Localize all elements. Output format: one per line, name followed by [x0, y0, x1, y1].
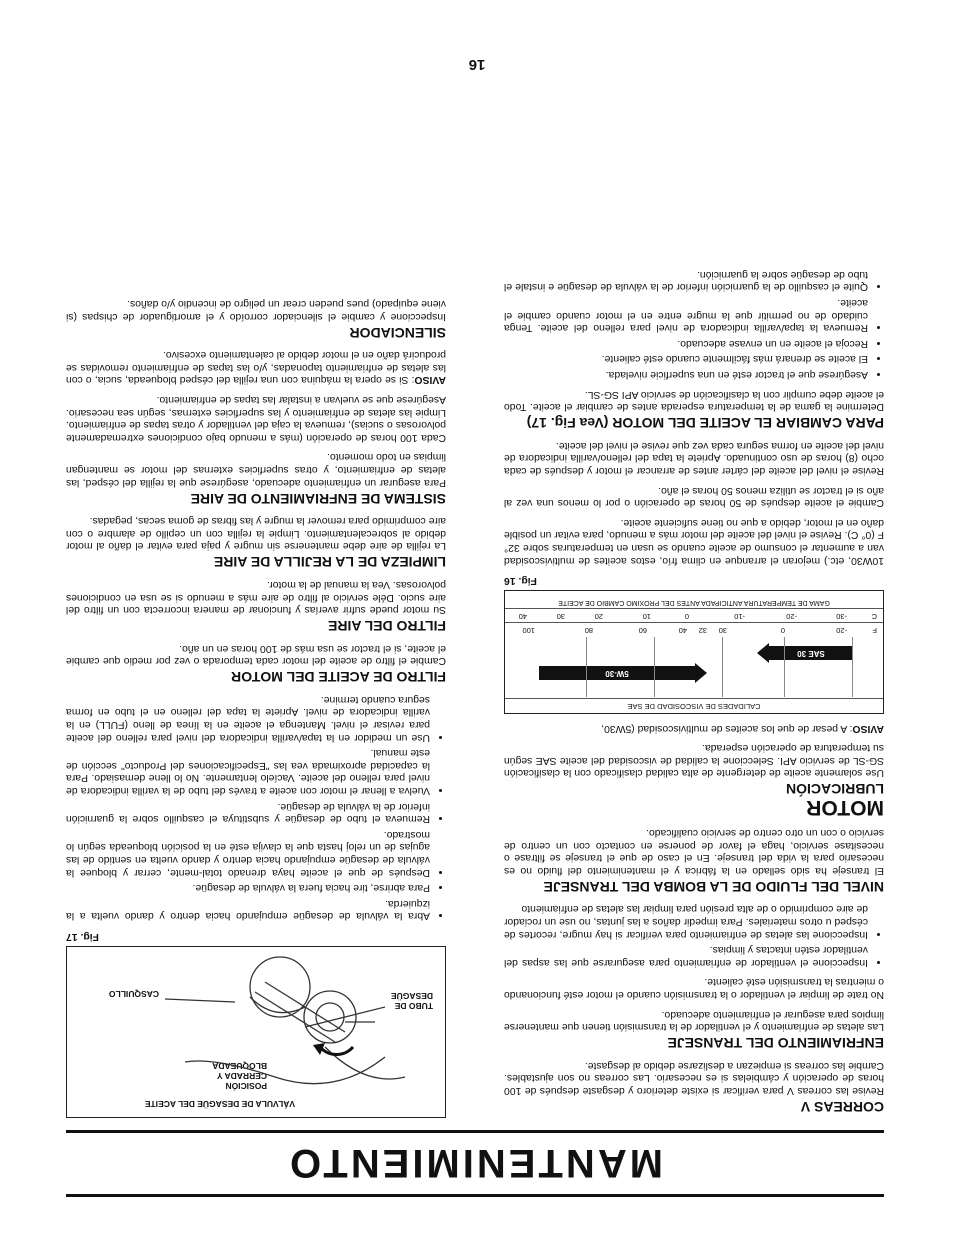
- label-closed-locked: POSICIÓN CERRADA Y BLOQUEADA: [212, 1061, 267, 1091]
- heading-filtro-aire: FILTRO DEL AIRE: [328, 618, 446, 635]
- heading-sistema: SISTEMA DE ENFRIAMIENTO DE AIRE: [190, 490, 446, 507]
- list-item: • Para abrirse, tire hacia fuera la válvula de desagüe.: [66, 881, 430, 894]
- list-item: • Vuelva a llenar el motor con aceite a través del tubo de la varilla indicadora de nivel para relleno del aceite. Vacíelo lentamente. No lo llene demasiado. Para la capacidad aproximada vea las "Especificaciones del Producto" sección de este manual.: [66, 746, 430, 796]
- tick-c: 0: [684, 612, 689, 622]
- fig16-caption: Fig. 16: [504, 575, 537, 587]
- aviso-paragraph: [504, 721, 884, 734]
- title-rule: [66, 1130, 884, 1133]
- tick-c: 30: [556, 612, 565, 622]
- tick-f: 30: [718, 626, 727, 636]
- nivel-text: El transeje ha sido sellado en la fábrica y el mantenimiento del fluido no es necesario para la vida del transeje. En el caso de que el transeje se filtrase o necesitase servicio, haga el favor de ponerse en contacto con un centro de servicio o con un otro centro de servicio cualificado.: [504, 827, 884, 876]
- left-column: [504, 260, 884, 1122]
- leader-line: [305, 1007, 385, 1027]
- celsius-ticks: [505, 608, 883, 621]
- heading-filtro-aceite: FILTRO DE ACEITE DEL MOTOR: [231, 669, 446, 686]
- label-drain-tube: TUBO DE DESAGÜE: [390, 991, 433, 1011]
- list-item: • Remueva la tapa/varilla indicadora de nivel para relleno del aceite. Tenga cuidado de no permitir que la mugre entre en el motor cuando cambie el aceite.: [504, 295, 868, 333]
- tick-f: 32: [698, 626, 707, 636]
- enfriamiento-text-1: Las aletas de enfriamiento y el ventilador de la transmisión tienen que mantenerse limpios para asegurar el enfriamiento adecuado.: [504, 1008, 884, 1033]
- tick-f: 60: [638, 626, 647, 636]
- heading-rejilla: LIMPIEZA DE LA REJILLA DE AIRE: [213, 554, 446, 571]
- viscosity-chart: [504, 590, 884, 714]
- list-item: • Recoja el aceite en un envase adecuado.: [504, 336, 868, 349]
- grid-line: [852, 637, 853, 697]
- list-item: • Use un medidor en la tapa/varilla indicadora del nivel para relleno del aceite para revisar el nivel. Mantenga el aceite en la línea de lleno (FULL) en la varilla indicadora de nivel. Apriete la tapa del relleno en el tubo en forma segura cuando termine.: [66, 692, 430, 742]
- top-rule: [66, 1194, 884, 1197]
- valve-body: [304, 991, 356, 1043]
- list-item: • Inspeccione el ventilador de enfriamiento para asegurarse que las aspas del ventilador estén intactas y limpias.: [504, 943, 868, 968]
- sistema-aviso: [66, 348, 446, 386]
- tick-c: -10: [734, 612, 745, 622]
- casquillo-shape: [250, 997, 305, 1013]
- bar-5w30: 5W-30: [539, 666, 695, 680]
- filtro-aceite-text: Cambie el filtro de aceite del motor cada temporada o vez por medio que cambie el aceite, si el tractor se usa más de 100 horas en un año.: [66, 642, 446, 667]
- tick-c: -20: [786, 612, 797, 622]
- cambiar-text: Determine la gama de la temperatura esperada antes de cambiar el aceite. Todo el aceite debe cumplir con la clasificación de servicio API SG-SL.: [504, 388, 884, 413]
- engine-outline: [325, 1047, 405, 1079]
- page-title: MANTENIMIENTO: [286, 1141, 664, 1185]
- tick-c: -30: [836, 612, 847, 622]
- arrow-head-5w30: [695, 663, 707, 683]
- arrow-head-sae30: [757, 643, 769, 663]
- tick-c: C: [871, 612, 877, 622]
- enfriamiento-list: [504, 902, 884, 968]
- rotate-arrow-icon: [320, 1047, 353, 1054]
- list-item: • El aceite se drenará más fácilmente cuando esté caliente.: [504, 352, 868, 365]
- label-casquillo: CASQUILLO: [108, 989, 159, 999]
- tick-f: 0: [780, 626, 785, 636]
- viscosity-chart-title: CALIDADES DE VISCOSIDAD DE SAE: [505, 698, 883, 713]
- drain-tube: [255, 992, 335, 1042]
- leader-line: [165, 999, 235, 1002]
- heading-enfriamiento: ENFRIAMIENTO DEL TRANSEJE: [667, 1035, 884, 1052]
- grid-line: [586, 637, 587, 697]
- sistema-text-1: Para asegurar un enfriamiento adecuado, asegúrese que la rejilla del césped, las aletas de enfriamiento, y otras superficies externas del motor se mantengan limpias en todo momento.: [66, 451, 446, 488]
- tick-c: 20: [594, 612, 603, 622]
- aviso-label: AVISO: [852, 722, 884, 734]
- list-item: • Asegúrese que el tractor esté en una superficie nivelada.: [504, 367, 868, 380]
- drain-valve-drawing: [65, 947, 445, 1117]
- list-item: • Inspeccione las aletas de enfriamiento para verificar si hay mugre, recortes de césped u otros materiales. Para impedir daños a las juntas, no use un rociador de aire comprimido o de alta presión para limpiar las aletas de enfriamiento: [504, 902, 868, 940]
- cambiar-list: [504, 267, 884, 380]
- tick-c: 40: [518, 612, 527, 622]
- correas-text: Revise las correas V para verificar si existe deterioro y desgaste después de 100 horas de operación y cámbielas si es necesario. Las correas no son ajustables. Cambie las correas si empiezan a deslizarse debido al desgaste.: [504, 1059, 884, 1096]
- grid-line: [654, 637, 655, 697]
- list-item: • Después de que el aceite haya drenado total-mente, cerrar y bloquee la válvula de desagüe empujando hacia dentro y dando vuelta en sentido de las agujas de un reloj hasta que la clavija esté en la posición bloqueada según lo mostrado.: [66, 827, 430, 877]
- heading-silenciador: SILENCIADOR: [349, 324, 446, 341]
- tick-f: -20: [836, 626, 847, 636]
- tick-c: 10: [642, 612, 651, 622]
- aviso-text: : Si se opera la máquina con una rejilla del césped bloqueada, sucia, o con las aletas de enfriamiento taponadas, y/o las tapas de enfriamiento removidas se producirá daño en el motor debido al calentamiento excesivo.: [66, 349, 446, 386]
- grid-line: [784, 637, 785, 697]
- silenciador-text: Inspeccione y cambie el silenciador corroído y el amortiguador de chispas (si viene equipado) pues pueden crear un peligro de incendio y/o daños.: [66, 298, 446, 322]
- drain-valve-figure: [66, 946, 446, 1118]
- aviso-label: AVISO: [414, 374, 446, 386]
- bar-sae30: SAE 30: [769, 646, 853, 660]
- lubricacion-text: Use solamente aceite de detergente de alta calidad clasificado con la clasificación SG-SL de servicio API. Seleccione la calidad de viscosidad del aceite SAE según su temperatura de operación esperada.: [504, 742, 884, 779]
- drain-steps-list: [66, 692, 446, 921]
- filtro-aire-text: Su motor puede sufrir averías y funcionar de manera incorrecta con un filtro del aire sucio. Déle servicio al filtro de aire más a menudo si se usa en condiciones polvorosas. Vea la manual de la motor.: [66, 578, 446, 616]
- tick-f: 100: [522, 626, 535, 636]
- sistema-text-2: Cada 100 horas de operación (más a menudo bajo condiciones extremadamente polvorosas o sucias), remueva la caja del ventilador y otras tapas de enfriamiento. Limpie las aletas de enfriamiento y las superficies externas, según sea necesario. Asegúrese que se vuelvan a instalar las tapas de enfriamiento.: [66, 394, 446, 443]
- heading-lubricacion: LUBRICACIÓN: [786, 781, 884, 798]
- rejilla-text: La rejilla de aire debe mantenerse sin mugre y paja para evitar el daño al motor debido al sobrecalentamiento. Limpie la rejilla con un cepillo de alambre o con aire comprimido para remover la mugre y las fibras de goma secas, pegadas.: [66, 515, 446, 552]
- tick-f: 80: [584, 626, 593, 636]
- heading-cambiar-aceite: PARA CAMBIAR EL ACEITE DEL MOTOR (Vea Fig. 17): [526, 415, 884, 432]
- right-column: [66, 289, 446, 1122]
- temperature-range-label: GAMA DE TEMPERATURA ANTICIPADA ANTES DEL PROXIMO CAMBIO DE ACEITE: [558, 599, 830, 607]
- list-item: • Abra la válvula de desagüe empujando hacia dentro y dando vuelta a la izquierda.: [66, 896, 430, 921]
- motor-text-1: 10W30, etc.) mejoran el arranque en clima frío, estos aceites de multiviscosidad van a aumentar el consumo de aceite cuando se usan en temperaturas sobre 32° F (0° C). Revise el nivel del aceite del motor más a menudo, para evitar un posible daño en el motor, debido a que no tiene suficiente aceite.: [504, 516, 884, 566]
- page-number: 16: [468, 56, 486, 73]
- label-drain-valve: VÁLVULA DE DESAGÜE DEL ACEITE: [144, 1099, 295, 1109]
- list-item: • Remueva el tubo de desagüe y substituya el casquillo sobre la guarnición inferior de la válvula de desagüe.: [66, 799, 430, 824]
- heading-nivel: NIVEL DEL FLUIDO DE LA BOMBA DEL TRANSEJE: [543, 878, 884, 895]
- fahrenheit-ticks: [505, 622, 883, 635]
- grid-line: [722, 637, 723, 697]
- motor-text-3: Revise el nivel del aceite del cárter antes de arrancar el motor y después de cada ocho (8) horas de uso continuado. Apriete la tapa del relleno/varilla indicadora de nivel del aceite en forma segura cada vez que revise el nivel del aceite.: [504, 439, 884, 476]
- tick-f: 40: [678, 626, 687, 636]
- heading-motor: MOTOR: [806, 796, 884, 820]
- list-item: • Quite el casquillo de la guarnición inferior de la válvula de desagüe e instale el tubo de desagüe sobre la guarnición.: [504, 267, 868, 292]
- enfriamiento-text-2: No trate de limpiar el ventilador o la transmisión cuando el motor esté funcionando o mientras la transmisión esté caliente.: [504, 976, 884, 1001]
- fig17-caption: Fig. 17: [66, 931, 99, 942]
- heading-correas: CORREAS V: [800, 1099, 884, 1115]
- motor-text-2: Cambie el aceite después de 50 horas de operación o por lo menos una vez al año si el tractor se utiliza menos 50 horas el año.: [504, 484, 884, 509]
- aviso-text: : A pesar de que los aceites de multiviscosidad (5W30,: [601, 722, 853, 734]
- tick-f: F: [872, 626, 877, 636]
